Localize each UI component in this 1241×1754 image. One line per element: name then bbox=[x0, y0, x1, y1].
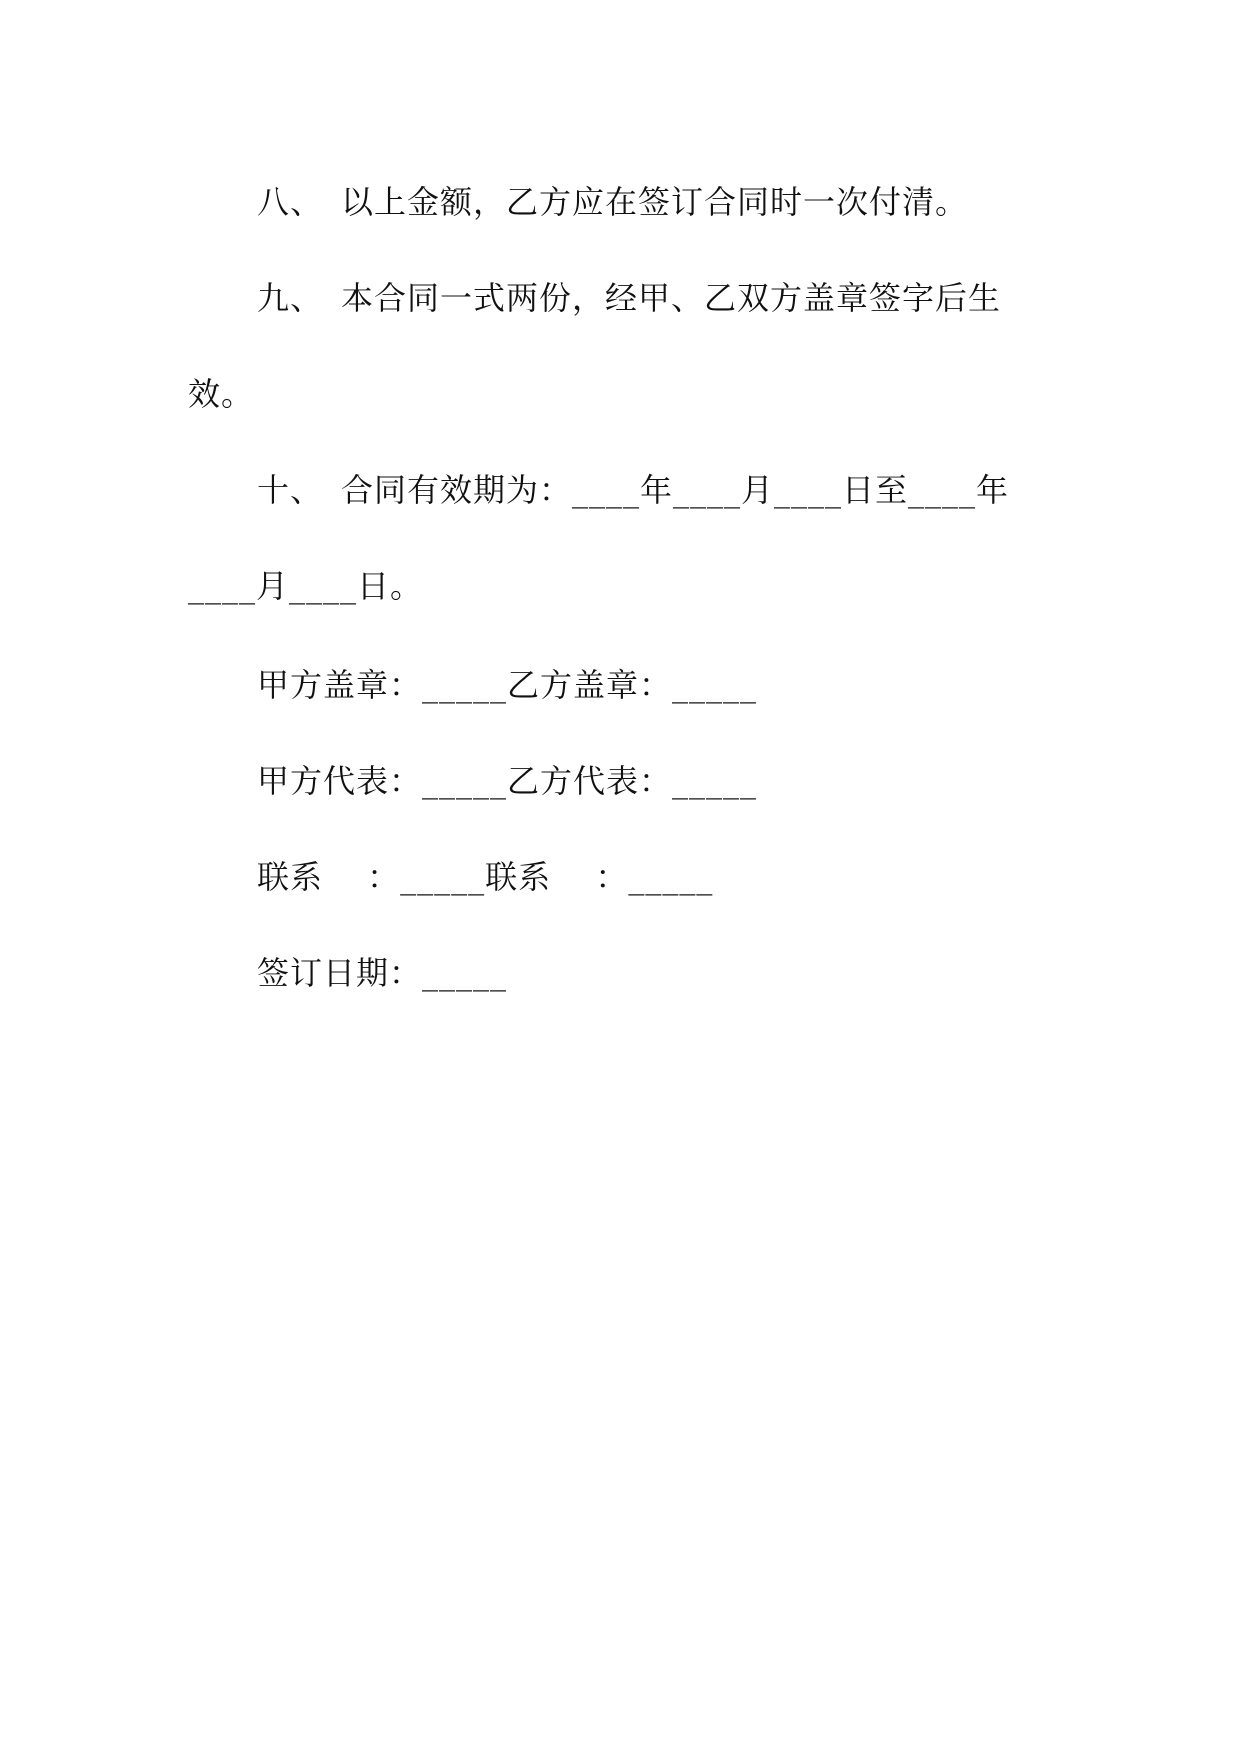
clause-8-number: 八、 bbox=[257, 183, 324, 221]
clause-10-number: 十、 bbox=[257, 471, 324, 509]
clause-9-number: 九、 bbox=[257, 279, 324, 317]
seal-line bbox=[257, 665, 757, 705]
contact-line-text: 联系 ：_____联系 ：_____ bbox=[257, 858, 714, 896]
clause-9-line-2 bbox=[188, 374, 254, 414]
clause-10-text-2: ____月____日。 bbox=[188, 567, 424, 605]
signing-date-line bbox=[257, 953, 507, 993]
clause-8-text: 以上金额，乙方应在签订合同时一次付清。 bbox=[341, 183, 969, 221]
clause-9-text-1: 本合同一式两份，经甲、乙双方盖章签字后生 bbox=[341, 279, 1002, 317]
clause-10-line-2 bbox=[188, 566, 423, 606]
seal-line-text: 甲方盖章：_____乙方盖章：_____ bbox=[257, 666, 758, 704]
clause-10-line-1 bbox=[257, 470, 1009, 510]
representative-line bbox=[257, 761, 757, 801]
clause-8 bbox=[257, 182, 968, 222]
signing-date-line-text: 签订日期：_____ bbox=[257, 954, 508, 992]
contact-line bbox=[257, 857, 713, 897]
clause-9-text-2: 效。 bbox=[188, 375, 255, 413]
clause-10-text-1: 合同有效期为：____年____月____日至____年 bbox=[341, 471, 1010, 509]
clause-9-line-1 bbox=[257, 278, 1001, 318]
representative-line-text: 甲方代表：_____乙方代表：_____ bbox=[257, 762, 758, 800]
